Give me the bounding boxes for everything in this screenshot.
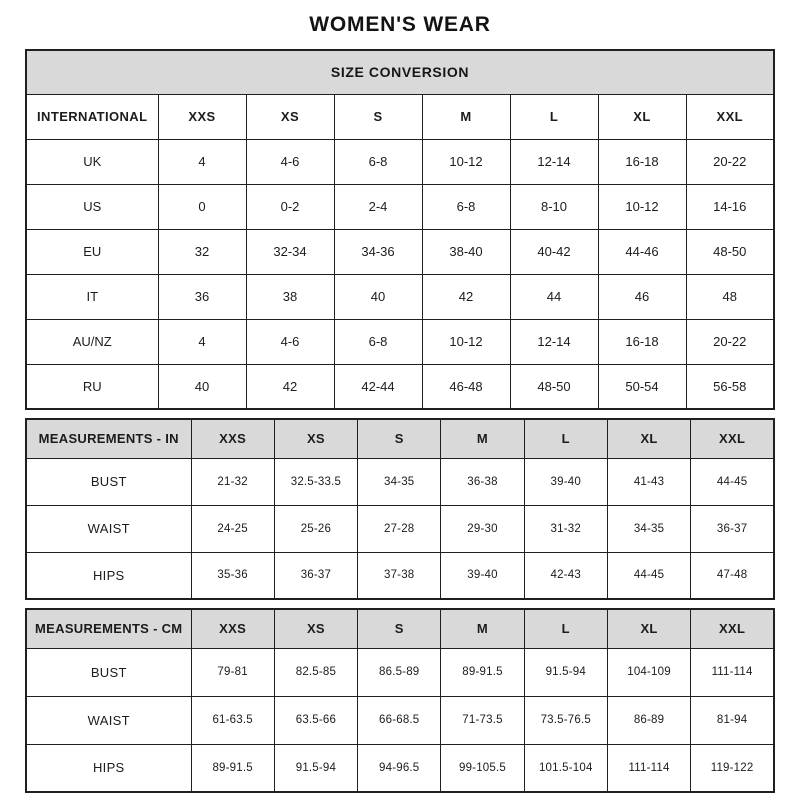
column-header-xs: XS [274,609,357,648]
cell-value: 14-16 [686,184,774,229]
column-header-xl: XL [607,419,690,458]
cell-value: 81-94 [691,696,774,744]
cell-value: 12-14 [510,139,598,184]
cell-value: 44-45 [691,458,774,505]
column-header-xl: XL [607,609,690,648]
cell-value: 31-32 [524,505,607,552]
row-label-bust: BUST [26,458,191,505]
cell-value: 10-12 [422,319,510,364]
cell-value: 38-40 [422,229,510,274]
cell-value: 79-81 [191,648,274,696]
cell-value: 4 [158,319,246,364]
column-header-xxs: XXS [191,419,274,458]
cell-value: 40 [158,364,246,409]
cell-value: 39-40 [441,552,524,599]
cell-value: 6-8 [334,139,422,184]
table-row-aunz [26,319,774,364]
table-row-waist-cm [26,696,774,744]
cell-value: 39-40 [524,458,607,505]
size-conversion-title: SIZE CONVERSION [26,50,774,94]
cell-value: 40 [334,274,422,319]
cell-value: 50-54 [598,364,686,409]
cell-value: 66-68.5 [358,696,441,744]
cell-value: 101.5-104 [524,744,607,792]
measurements-cm-table [25,608,775,793]
row-label-hips: HIPS [26,552,191,599]
cell-value: 27-28 [358,505,441,552]
measurements-in-table [25,418,775,600]
column-header-measurements-in: MEASUREMENTS - IN [26,419,191,458]
column-header-xs: XS [246,94,334,139]
cell-value: 32 [158,229,246,274]
table-row-us [26,184,774,229]
table-row-ru [26,364,774,409]
column-header-xxl: XXL [691,609,774,648]
row-label-it: IT [26,274,158,319]
table-row-uk [26,139,774,184]
cell-value: 4-6 [246,319,334,364]
cell-value: 86.5-89 [358,648,441,696]
cell-value: 63.5-66 [274,696,357,744]
cell-value: 91.5-94 [274,744,357,792]
cell-value: 36-37 [691,505,774,552]
cell-value: 46-48 [422,364,510,409]
cell-value: 16-18 [598,319,686,364]
column-header-m: M [441,419,524,458]
cell-value: 44 [510,274,598,319]
cell-value: 32-34 [246,229,334,274]
cell-value: 48 [686,274,774,319]
cell-value: 99-105.5 [441,744,524,792]
size-conversion-header-row [26,94,774,139]
cell-value: 111-114 [691,648,774,696]
cell-value: 10-12 [422,139,510,184]
table-row-bust-in [26,458,774,505]
cell-value: 25-26 [274,505,357,552]
cell-value: 4 [158,139,246,184]
cell-value: 46 [598,274,686,319]
column-header-m: M [441,609,524,648]
cell-value: 48-50 [510,364,598,409]
cell-value: 8-10 [510,184,598,229]
cell-value: 34-35 [607,505,690,552]
cell-value: 48-50 [686,229,774,274]
cell-value: 89-91.5 [441,648,524,696]
column-header-l: L [524,419,607,458]
cell-value: 10-12 [598,184,686,229]
cell-value: 20-22 [686,139,774,184]
cell-value: 0 [158,184,246,229]
cell-value: 111-114 [607,744,690,792]
table-row-hips-cm [26,744,774,792]
column-header-m: M [422,94,510,139]
row-label-bust: BUST [26,648,191,696]
cell-value: 94-96.5 [358,744,441,792]
cell-value: 16-18 [598,139,686,184]
row-label-eu: EU [26,229,158,274]
row-label-uk: UK [26,139,158,184]
cell-value: 12-14 [510,319,598,364]
column-header-measurements-cm: MEASUREMENTS - CM [26,609,191,648]
cell-value: 21-32 [191,458,274,505]
column-header-xs: XS [274,419,357,458]
cell-value: 104-109 [607,648,690,696]
cell-value: 44-46 [598,229,686,274]
cell-value: 6-8 [334,319,422,364]
cell-value: 82.5-85 [274,648,357,696]
table-row-bust-cm [26,648,774,696]
column-header-xxl: XXL [691,419,774,458]
cell-value: 71-73.5 [441,696,524,744]
size-conversion-table [25,49,775,410]
table-row-hips-in [26,552,774,599]
column-header-xxl: XXL [686,94,774,139]
cell-value: 40-42 [510,229,598,274]
table-row-waist-in [26,505,774,552]
row-label-hips: HIPS [26,744,191,792]
row-label-waist: WAIST [26,505,191,552]
cell-value: 24-25 [191,505,274,552]
column-header-l: L [510,94,598,139]
cell-value: 61-63.5 [191,696,274,744]
column-header-s: S [358,419,441,458]
row-label-ru: RU [26,364,158,409]
cell-value: 6-8 [422,184,510,229]
column-header-xl: XL [598,94,686,139]
cell-value: 37-38 [358,552,441,599]
cell-value: 2-4 [334,184,422,229]
cell-value: 44-45 [607,552,690,599]
cell-value: 42 [422,274,510,319]
cell-value: 42-44 [334,364,422,409]
cell-value: 4-6 [246,139,334,184]
page-title: WOMEN'S WEAR [309,13,491,36]
cell-value: 34-35 [358,458,441,505]
cell-value: 36-38 [441,458,524,505]
row-label-waist: WAIST [26,696,191,744]
cell-value: 32.5-33.5 [274,458,357,505]
column-header-s: S [334,94,422,139]
cell-value: 42 [246,364,334,409]
cell-value: 36 [158,274,246,319]
row-label-us: US [26,184,158,229]
cell-value: 38 [246,274,334,319]
cell-value: 34-36 [334,229,422,274]
cell-value: 36-37 [274,552,357,599]
cell-value: 20-22 [686,319,774,364]
table-row-eu [26,229,774,274]
cell-value: 56-58 [686,364,774,409]
table-row-it [26,274,774,319]
column-header-s: S [358,609,441,648]
column-header-l: L [524,609,607,648]
cell-value: 29-30 [441,505,524,552]
column-header-xxs: XXS [158,94,246,139]
cell-value: 35-36 [191,552,274,599]
cell-value: 0-2 [246,184,334,229]
column-header-international: INTERNATIONAL [26,94,158,139]
cell-value: 42-43 [524,552,607,599]
cell-value: 119-122 [691,744,774,792]
cell-value: 73.5-76.5 [524,696,607,744]
cell-value: 89-91.5 [191,744,274,792]
measurements-cm-header-row [26,609,774,648]
cell-value: 91.5-94 [524,648,607,696]
measurements-in-header-row [26,419,774,458]
column-header-xxs: XXS [191,609,274,648]
cell-value: 41-43 [607,458,690,505]
cell-value: 47-48 [691,552,774,599]
size-conversion-caption-row [26,50,774,94]
row-label-aunz: AU/NZ [26,319,158,364]
cell-value: 86-89 [607,696,690,744]
